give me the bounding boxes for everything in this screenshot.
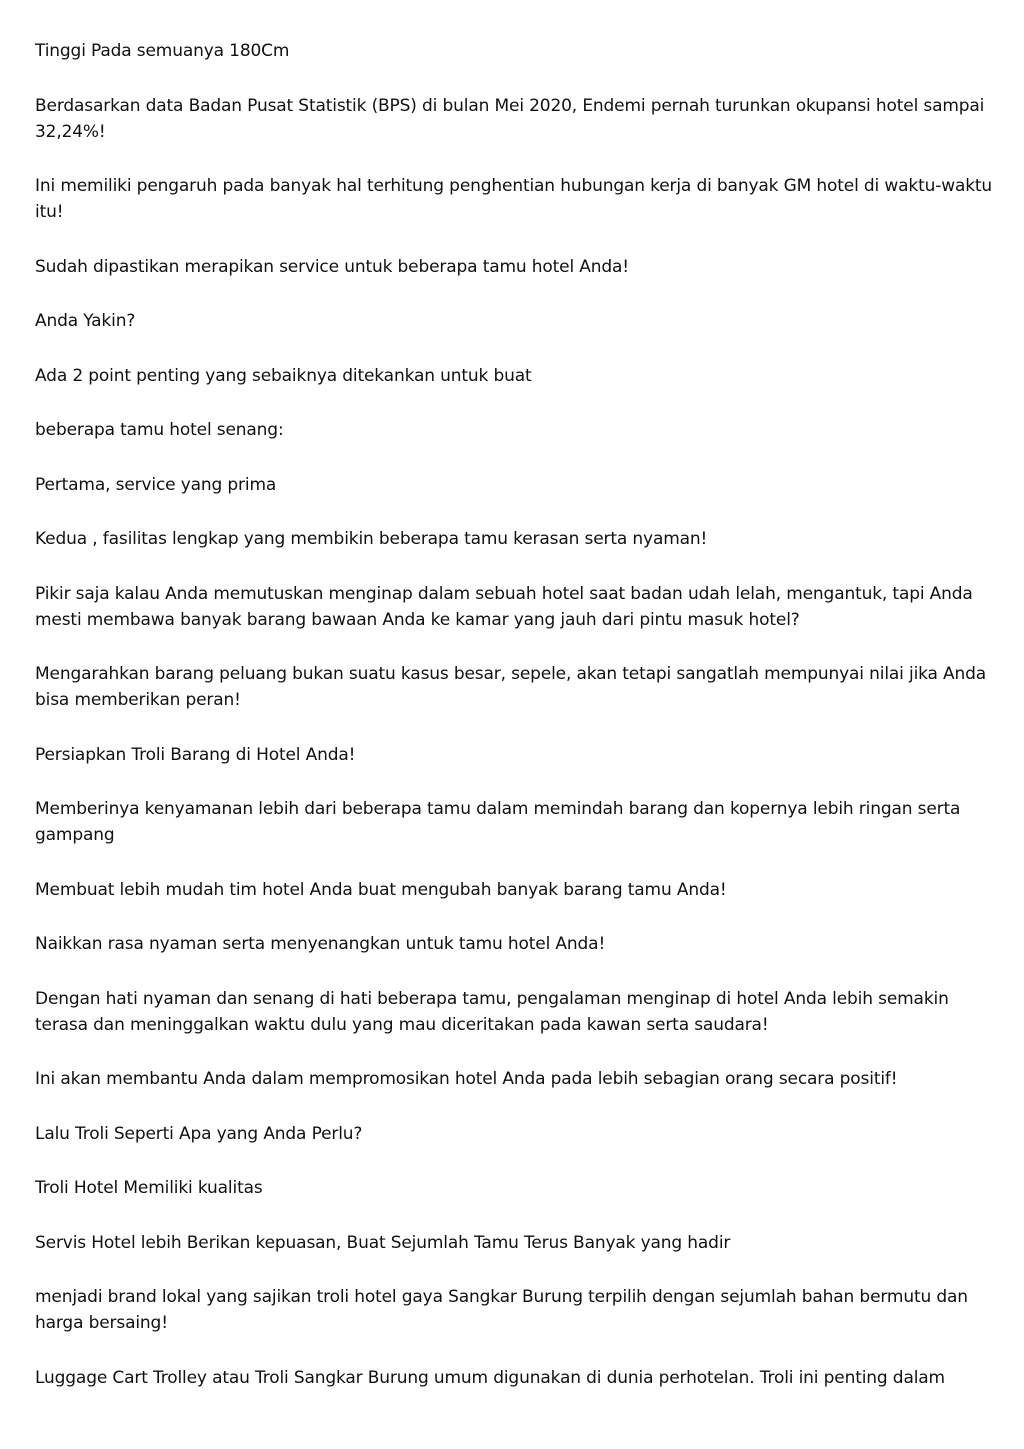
paragraph-question: Anda Yakin? — [35, 311, 136, 331]
paragraph-satisfaction: Servis Hotel lebih Berikan kepuasan, Buat Sejumlah Tamu Terus Banyak yang hadir — [35, 1232, 731, 1253]
paragraph-second: Kedua , fasilitas lengkap yang membikin beberapa tamu kerasan serta nyaman! — [35, 529, 708, 549]
paragraph-raise-comfort: Naikkan rasa nyaman serta menyenangkan untuk tamu hotel Anda! — [35, 934, 606, 954]
paragraph-guests-happy: beberapa tamu hotel senang: — [35, 420, 284, 440]
paragraph-comfort: Memberinya kenyamanan lebih dari beberapa tamu dalam memindah barang dan kopernya lebih ringan serta gampang — [35, 799, 961, 845]
paragraph-height-info: Tinggi Pada semuanya 180Cm — [35, 41, 290, 61]
paragraph-directing: Mengarahkan barang peluang bukan suatu kasus besar, sepele, akan tetapi sangatlah mempunyai nilai jika Anda bisa memberikan peran! — [35, 664, 987, 710]
paragraph-prepare-trolley: Persiapkan Troli Barang di Hotel Anda! — [35, 744, 356, 765]
paragraph-bps-data: Berdasarkan data Badan Pusat Statistik (BPS) di bulan Mei 2020, Endemi pernah turunkan okupansi hotel sampai 32,24%! — [35, 95, 985, 142]
paragraph-first: Pertama, service yang prima — [35, 474, 277, 495]
paragraph-which-trolley: Lalu Troli Seperti Apa yang Anda Perlu? — [35, 1123, 363, 1144]
paragraph-local-brand: menjadi brand lokal yang sajikan troli hotel gaya Sangkar Burung terpilih dengan sejumlah bahan bermutu dan harga bersaing! — [35, 1287, 968, 1333]
paragraph-luggage-cart: Luggage Cart Trolley atau Troli Sangkar Burung umum digunakan di dunia perhotelan. Troli ini penting dalam — [35, 1367, 945, 1388]
paragraph-imagine: Pikir saja kalau Anda memutuskan menginap dalam sebuah hotel saat badan udah lelah, mengantuk, tapi Anda mesti membawa banyak barang bawaan Anda ke kamar yang jauh dari pintu masuk hotel? — [35, 583, 973, 630]
paragraph-two-points: Ada 2 point penting yang sebaiknya ditekankan untuk buat — [35, 365, 532, 386]
document-body — [35, 38, 995, 1419]
paragraph-experience: Dengan hati nyaman dan senang di hati beberapa tamu, pengalaman menginap di hotel Anda lebih semakin terasa dan meninggalkan waktu dulu yang mau diceritakan pada kawan serta saudara! — [35, 988, 949, 1035]
paragraph-impact: Ini memiliki pengaruh pada banyak hal terhitung penghentian hubungan kerja di banyak GM hotel di waktu-waktu itu! — [35, 176, 993, 222]
paragraph-service: Sudah dipastikan merapikan service untuk beberapa tamu hotel Anda! — [35, 256, 629, 277]
paragraph-promote: Ini akan membantu Anda dalam mempromosikan hotel Anda pada lebih sebagian orang secara positif! — [35, 1069, 898, 1089]
paragraph-quality: Troli Hotel Memiliki kualitas — [35, 1178, 263, 1198]
paragraph-easier: Membuat lebih mudah tim hotel Anda buat mengubah banyak barang tamu Anda! — [35, 879, 727, 900]
